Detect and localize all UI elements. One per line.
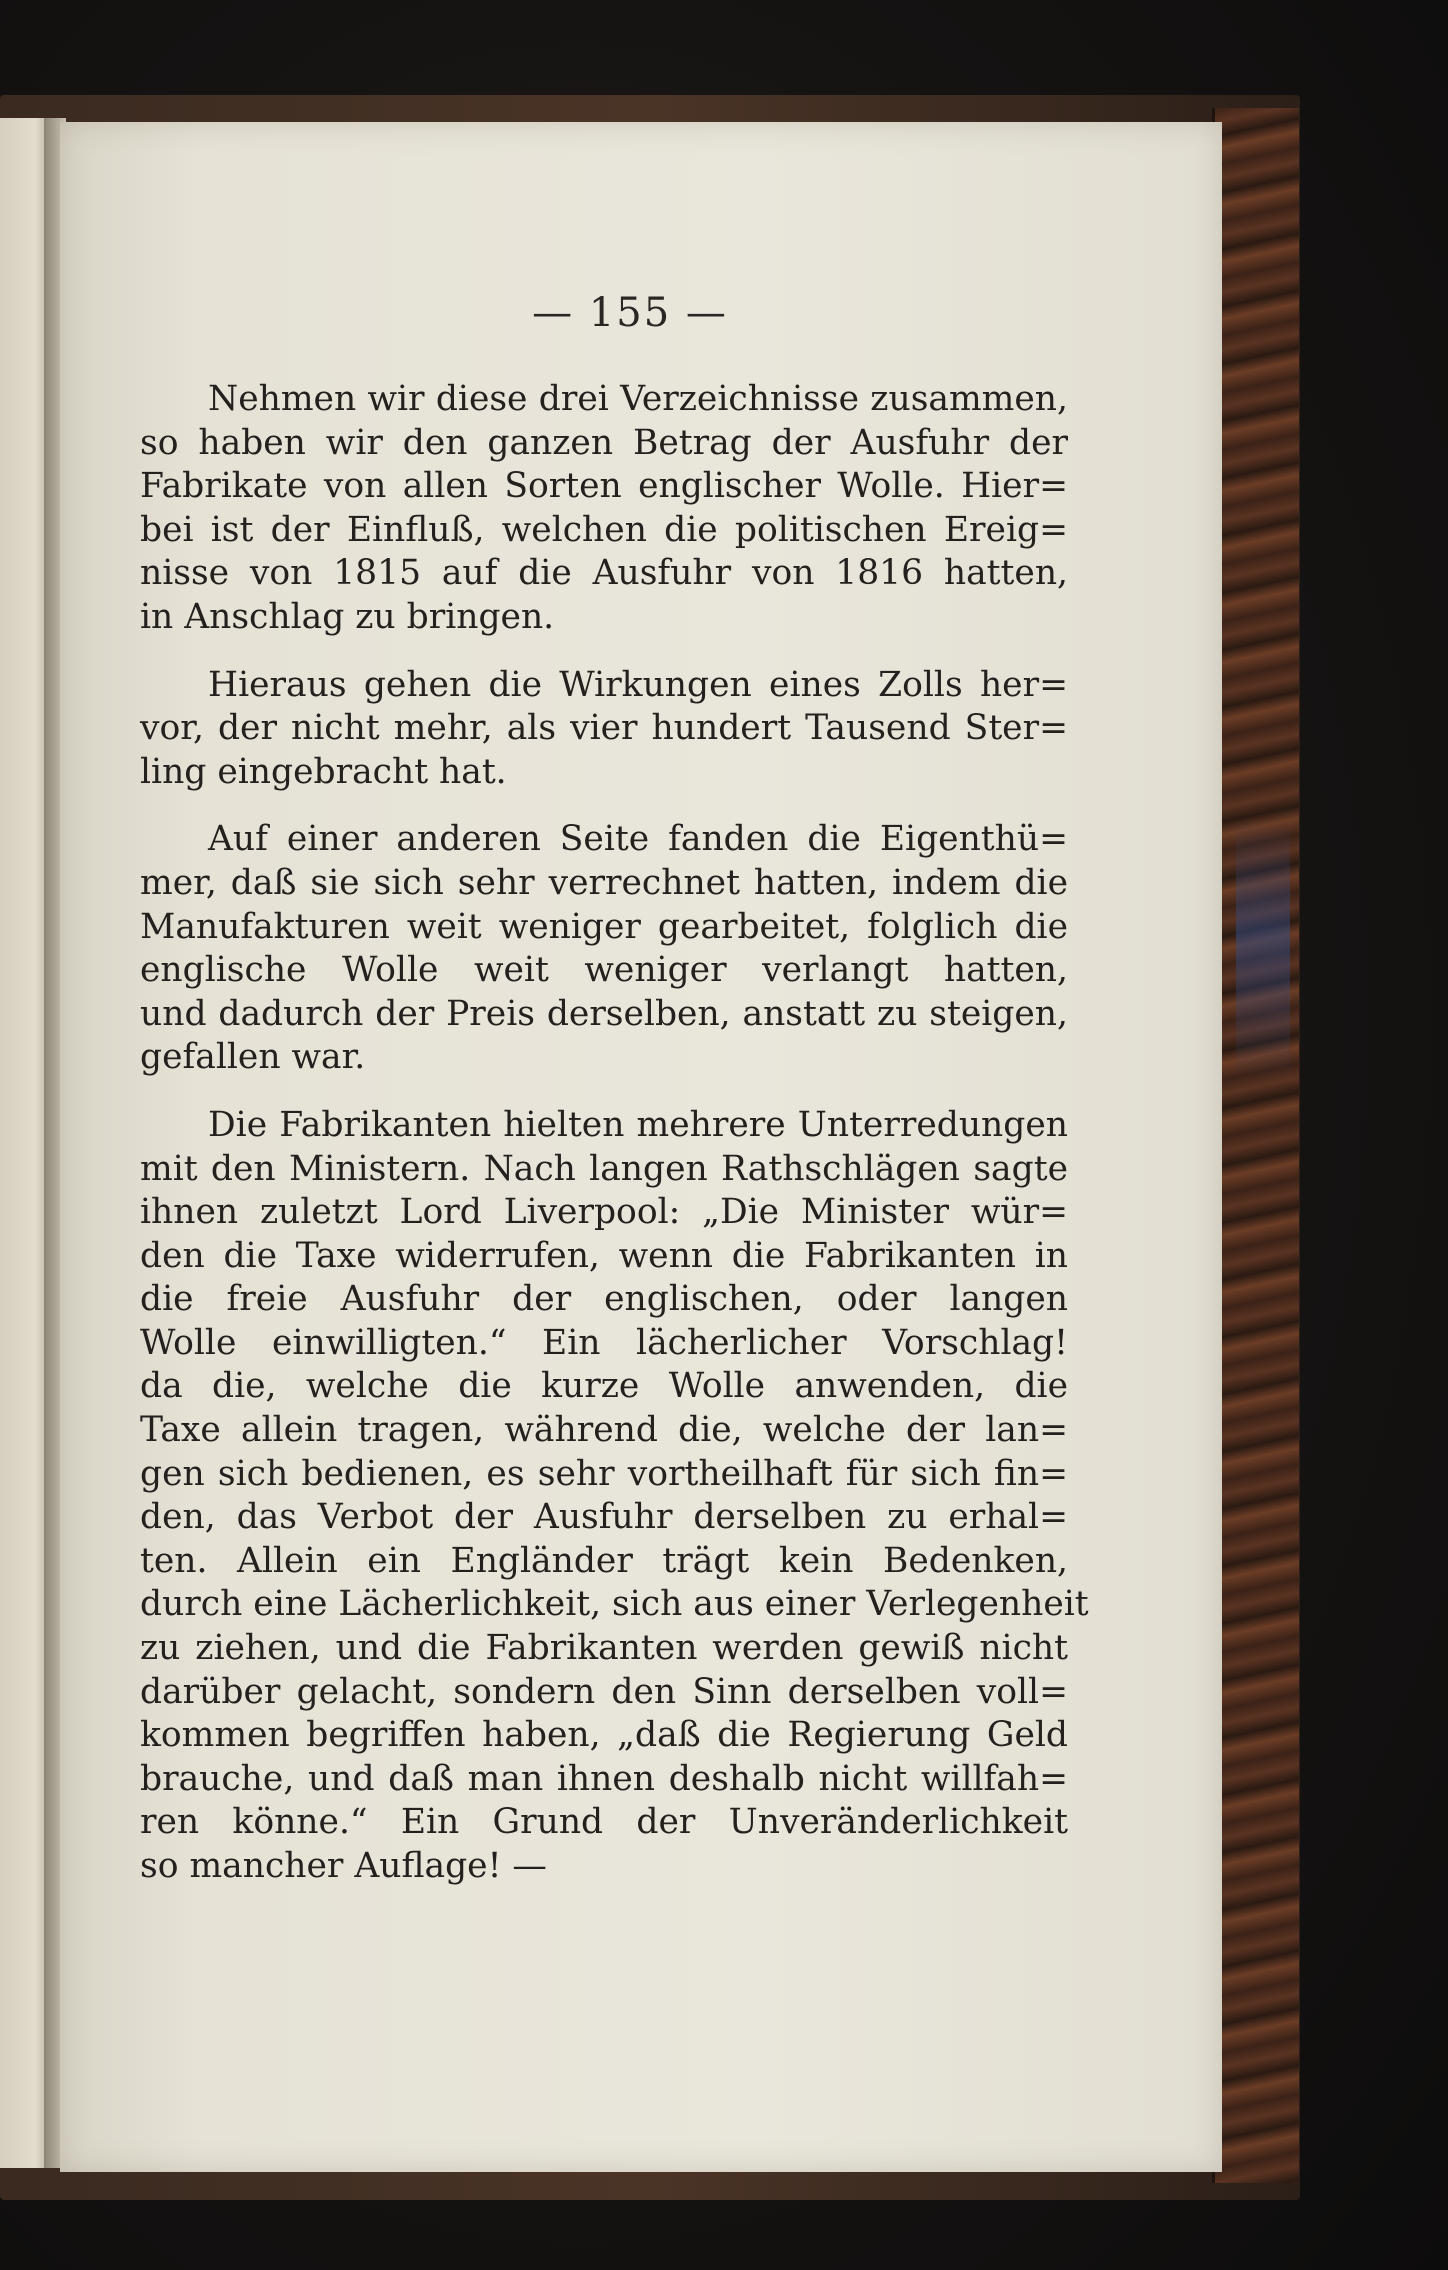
text-line: Manufakturen weit weniger gearbeitet, folglich die	[140, 906, 1068, 947]
text-line: durch eine Lächerlichkeit, sich aus einer Verlegenheit	[140, 1584, 1089, 1625]
text-line: Fabrikate von allen Sorten englischer Wolle. Hier=	[140, 466, 1068, 507]
text-line: kommen begriffen haben, „daß die Regierung Geld	[140, 1715, 1068, 1756]
text-line: da die, welche die kurze Wolle anwenden, die	[140, 1366, 1068, 1407]
marbled-blue-patch	[1236, 820, 1290, 1080]
text-line: nisse von 1815 auf die Ausfuhr von 1816 hatten,	[140, 553, 1068, 594]
text-line: Hieraus gehen die Wirkungen eines Zolls her=	[208, 664, 1068, 705]
text-line: die freie Ausfuhr der englischen, oder langen	[140, 1279, 1068, 1320]
paragraph	[140, 818, 1068, 1080]
text-line: Wolle einwilligten.“ Ein lächerlicher Vorschlag!	[140, 1322, 1068, 1363]
text-line: vor, der nicht mehr, als vier hundert Tausend Ster=	[140, 708, 1068, 749]
text-line: in Anschlag zu bringen.	[140, 596, 555, 637]
text-line: mit den Ministern. Nach langen Rathschlägen sagte	[140, 1148, 1068, 1189]
text-line: gefallen war.	[140, 1037, 366, 1078]
left-page-edge	[0, 118, 50, 2168]
text-line: ren könne.“ Ein Grund der Unveränderlichkeit	[140, 1802, 1068, 1843]
text-line: zu ziehen, und die Fabrikanten werden gewiß nicht	[140, 1628, 1068, 1669]
page-body-text	[140, 378, 1089, 1913]
paragraph	[140, 1104, 1089, 1889]
text-line: brauche, und daß man ihnen deshalb nicht willfah=	[140, 1758, 1068, 1799]
text-line: ling eingebracht hat.	[140, 751, 507, 792]
text-line: den die Taxe widerrufen, wenn die Fabrikanten in	[140, 1235, 1068, 1276]
page-number: — 155 —	[532, 290, 728, 336]
text-line: Taxe allein tragen, während die, welche der lan=	[140, 1410, 1068, 1451]
text-line: ihnen zuletzt Lord Liverpool: „Die Minister wür=	[140, 1192, 1068, 1233]
paragraph	[140, 378, 1068, 640]
text-line: bei ist der Einfluß, welchen die politischen Ereig=	[140, 509, 1068, 550]
text-line: Die Fabrikanten hielten mehrere Unterredungen	[208, 1104, 1068, 1145]
text-line: so mancher Auflage! —	[140, 1846, 547, 1886]
paragraph	[140, 664, 1068, 795]
text-line: mer, daß sie sich sehr verrechnet hatten, indem die	[140, 862, 1068, 903]
text-line: englische Wolle weit weniger verlangt hatten,	[140, 950, 1068, 991]
text-line: Auf einer anderen Seite fanden die Eigenthü=	[208, 819, 1068, 860]
text-line: ten. Allein ein Engländer trägt kein Bedenken,	[140, 1540, 1068, 1581]
text-line: so haben wir den ganzen Betrag der Ausfuhr der	[140, 422, 1068, 463]
text-line: und dadurch der Preis derselben, anstatt zu steigen,	[140, 993, 1068, 1034]
text-line: gen sich bedienen, es sehr vortheilhaft für sich fin=	[140, 1453, 1068, 1494]
text-line: darüber gelacht, sondern den Sinn derselben voll=	[140, 1671, 1068, 1712]
text-line: Nehmen wir diese drei Verzeichnisse zusammen,	[208, 379, 1068, 419]
marbled-page-edge	[1212, 108, 1299, 2183]
text-line: den, das Verbot der Ausfuhr derselben zu erhal=	[140, 1497, 1068, 1538]
